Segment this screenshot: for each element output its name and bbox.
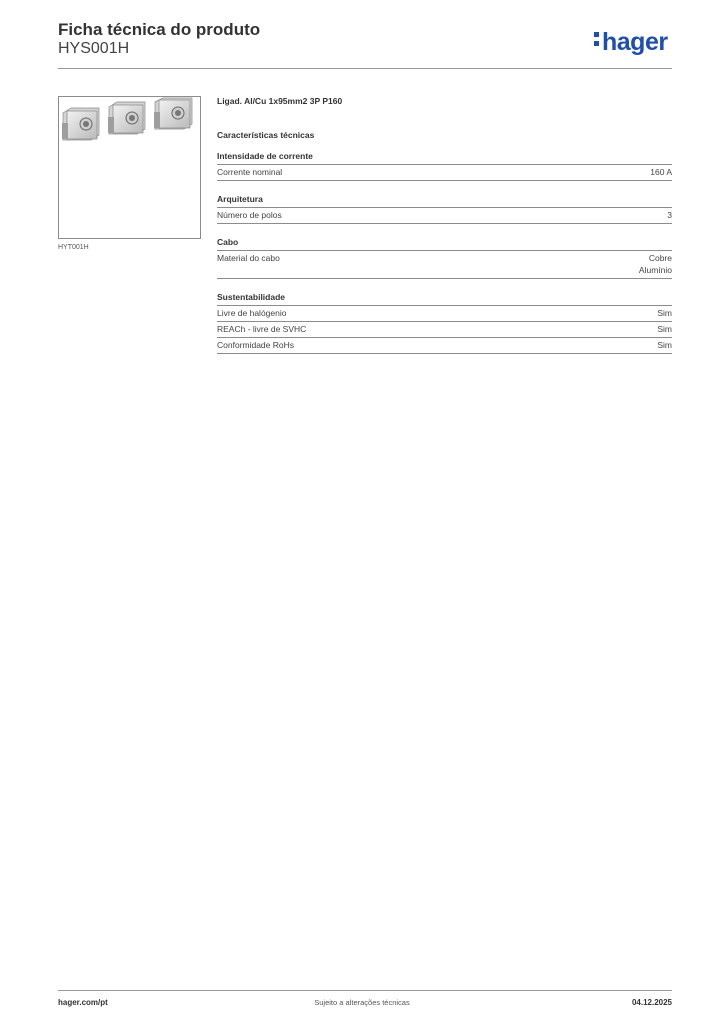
image-caption: HYT001H [58,244,89,251]
connector-block-2 [108,102,145,134]
spec-label: Corrente nominal [217,167,283,177]
group-title: Cabo [217,237,672,251]
footer-divider [58,990,672,991]
logo-dots-icon [594,32,600,50]
footer-date: 04.12.2025 [631,998,672,1007]
logo-text: hager [602,28,668,56]
hager-logo [594,28,668,57]
spec-value: Cobre [648,253,672,263]
connector-block-1 [62,108,99,140]
terminal-connectors-image [59,97,200,238]
spec-label: REACh - livre de SVHC [217,324,307,334]
header-divider [58,68,672,69]
spec-value: 160 A [650,167,672,177]
product-image [58,96,201,239]
spec-row [217,165,672,181]
spec-value: Sim [657,340,672,350]
spec-row [217,338,672,354]
spec-content [217,96,672,354]
spec-row [217,251,672,279]
spec-value: 3 [667,210,672,220]
spec-value: Sim [657,308,672,318]
spec-row [217,208,672,224]
footer-website[interactable]: hager.com/pt [58,998,108,1007]
spec-value: Sim [657,324,672,334]
spec-group-architecture [217,194,672,224]
page-title: Ficha técnica do produto [58,20,261,39]
spec-label: Material do cabo [217,253,280,263]
spec-group-current [217,151,672,181]
spec-label: Conformidade RoHs [217,340,295,350]
spec-label: Número de polos [217,210,282,220]
connector-block-3 [154,98,192,129]
spec-row [217,322,672,338]
section-title: Características técnicas [217,130,315,140]
group-title: Sustentabilidade [217,292,672,306]
group-title: Arquitetura [217,194,672,208]
group-title: Intensidade de corrente [217,151,672,165]
spec-label: Livre de halógenio [217,308,287,318]
spec-group-cable [217,237,672,279]
spec-group-sustainability [217,292,672,354]
product-code: HYS001H [58,40,130,57]
spec-row [217,306,672,322]
product-name: Ligad. Al/Cu 1x95mm2 3P P160 [217,96,343,106]
spec-value: Alumínio [638,265,672,275]
footer-notice: Sujeito a alterações técnicas [314,998,410,1007]
